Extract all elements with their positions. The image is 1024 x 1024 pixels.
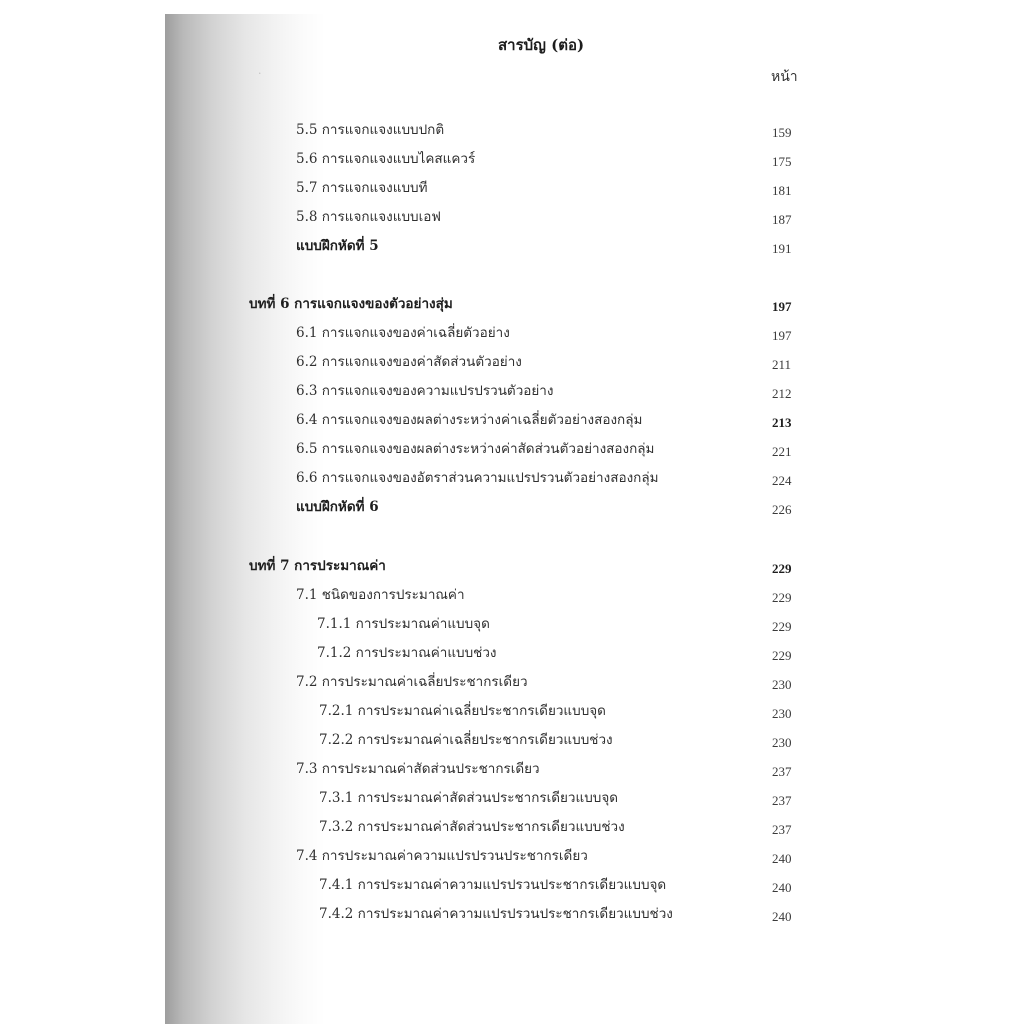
toc-entry-page: 229 xyxy=(772,590,792,605)
toc-entry-page: 197 xyxy=(772,328,792,343)
toc-subentry-label: 7.3.1 การประมาณค่าสัดส่วนประชากรเดียวแบบจุด xyxy=(319,790,619,806)
toc-entry-page: 229 xyxy=(772,619,792,634)
toc-entry-page: 229 xyxy=(772,648,792,663)
toc-entry-label: 6.6 การแจกแจงของอัตราส่วนความแปรปรวนตัวอย่างสองกลุ่ม xyxy=(296,470,659,486)
toc-entry-page: 159 xyxy=(772,125,792,140)
toc-entry-label: 7.4 การประมาณค่าความแปรปรวนประชากรเดียว xyxy=(296,848,588,864)
toc-chapter-label: บทที่ 7 การประมาณค่า xyxy=(249,558,386,574)
toc-entry-page: 221 xyxy=(772,444,792,459)
toc-entry-label: 5.6 การแจกแจงแบบไคสแควร์ xyxy=(296,151,476,167)
toc-entry-label: 6.4 การแจกแจงของผลต่างระหว่างค่าเฉลี่ยตัวอย่างสองกลุ่ม xyxy=(296,412,643,428)
toc-entry-page: 211 xyxy=(772,357,792,372)
toc-subentry-label: 7.2.1 การประมาณค่าเฉลี่ยประชากรเดียวแบบจุด xyxy=(319,703,606,719)
toc-subentry-label: 7.1.2 การประมาณค่าแบบช่วง xyxy=(317,645,497,661)
toc-subentry-label: 7.1.1 การประมาณค่าแบบจุด xyxy=(317,616,490,632)
toc-entry-label: 5.7 การแจกแจงแบบที xyxy=(296,180,428,196)
toc-entry-page: 224 xyxy=(772,473,792,488)
toc-entry-page: 237 xyxy=(772,793,792,808)
toc-entry-page: 226 xyxy=(772,502,792,517)
toc-subentry-label: 7.2.2 การประมาณค่าเฉลี่ยประชากรเดียวแบบช่วง xyxy=(319,732,613,748)
toc-entry-page: 240 xyxy=(772,909,792,924)
toc-entry-page: 237 xyxy=(772,822,792,837)
toc-chapter-label: บทที่ 6 การแจกแจงของตัวอย่างสุ่ม xyxy=(249,296,453,312)
toc-exercise-label: แบบฝึกหัดที่ 6 xyxy=(296,499,379,515)
toc-entry-label: 6.2 การแจกแจงของค่าสัดส่วนตัวอย่าง xyxy=(296,354,522,370)
toc-entry-label: 6.1 การแจกแจงของค่าเฉลี่ยตัวอย่าง xyxy=(296,325,510,341)
toc-chapter-page: 229 xyxy=(772,561,792,576)
toc-entry-page: 181 xyxy=(772,183,792,198)
toc-entry-page: 237 xyxy=(772,764,792,779)
toc-entry-page: 240 xyxy=(772,880,792,895)
toc-subentry-label: 7.3.2 การประมาณค่าสัดส่วนประชากรเดียวแบบช่วง xyxy=(319,819,625,835)
toc-entry-page: 191 xyxy=(772,241,792,256)
toc-entry-label: 5.8 การแจกแจงแบบเอฟ xyxy=(296,209,441,225)
toc-subentry-label: 7.4.2 การประมาณค่าความแปรปรวนประชากรเดียวแบบช่วง xyxy=(319,906,673,922)
toc-entry-label: 6.5 การแจกแจงของผลต่างระหว่างค่าสัดส่วนตัวอย่างสองกลุ่ม xyxy=(296,441,655,457)
toc-entry-label: 6.3 การแจกแจงของความแปรปรวนตัวอย่าง xyxy=(296,383,554,399)
toc-exercise-label: แบบฝึกหัดที่ 5 xyxy=(296,238,379,254)
toc-entry-page: 240 xyxy=(772,851,792,866)
toc-entry-page: 175 xyxy=(772,154,792,169)
toc-entry-label: 5.5 การแจกแจงแบบปกติ xyxy=(296,122,445,138)
toc-entry-page: 213 xyxy=(772,415,792,430)
toc-entry-page: 230 xyxy=(772,735,792,750)
bleed-through-mark: · xyxy=(258,67,262,80)
page-column-heading: หน้า xyxy=(771,69,798,85)
document-page xyxy=(165,14,1024,1024)
toc-entry-label: 7.2 การประมาณค่าเฉลี่ยประชากรเดียว xyxy=(296,674,528,690)
toc-subentry-label: 7.4.1 การประมาณค่าความแปรปรวนประชากรเดียวแบบจุด xyxy=(319,877,667,893)
toc-chapter-page: 197 xyxy=(772,299,792,314)
toc-entry-page: 230 xyxy=(772,677,792,692)
page-title: สารบัญ (ต่อ) xyxy=(498,36,585,54)
toc-entry-page: 230 xyxy=(772,706,792,721)
toc-entry-label: 7.3 การประมาณค่าสัดส่วนประชากรเดียว xyxy=(296,761,540,777)
toc-entry-page: 212 xyxy=(772,386,792,401)
toc-entry-page: 187 xyxy=(772,212,792,227)
toc-entry-label: 7.1 ชนิดของการประมาณค่า xyxy=(296,587,465,603)
